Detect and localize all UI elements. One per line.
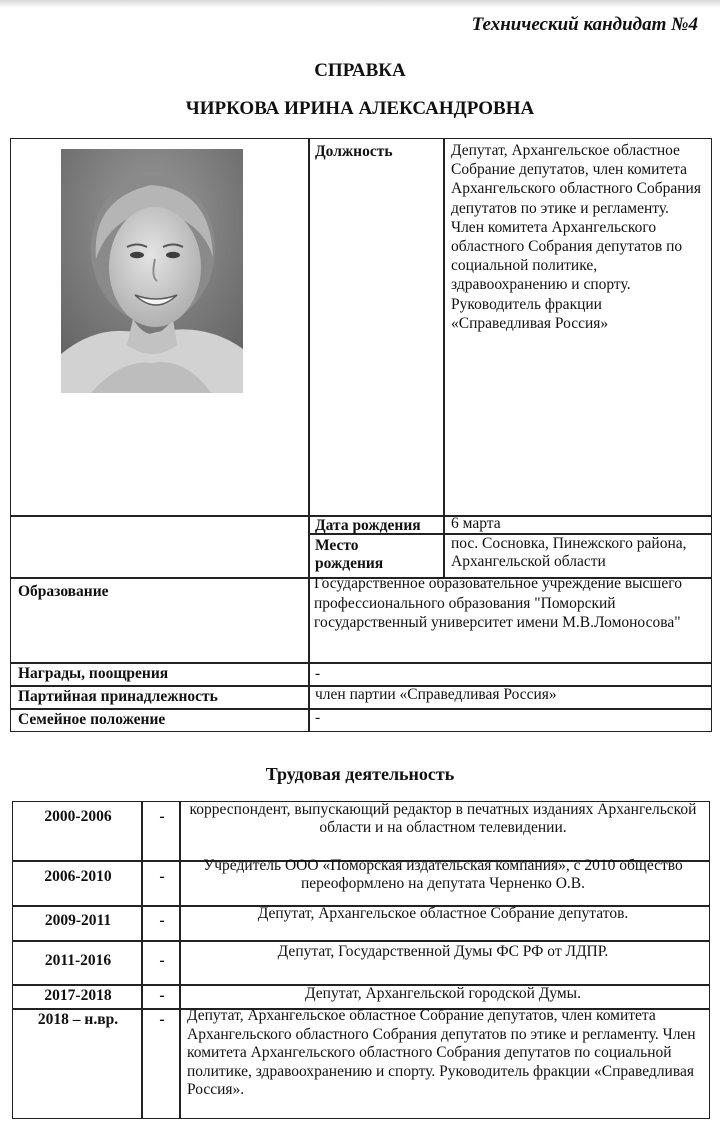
work-description: Депутат, Архангельское областное Собрание депутатов. [257, 905, 629, 922]
work-dash: - [159, 868, 165, 885]
party-value: член партии «Справедливая Россия» [315, 686, 557, 703]
work-dash: - [159, 1011, 165, 1028]
education-value: Государственное образовательное учреждение высшего профессионального образования "Поморский государственный университет имени М.В.Ломоносова" [314, 575, 682, 631]
work-description: Депутат, Архангельской городской Думы. [305, 985, 581, 1002]
work-dash: - [159, 808, 165, 825]
work-description: Учредитель ООО «Поморская издательская компания», с 2010 общество переоформлено на депутата Черненко О.В. [203, 857, 683, 892]
work-year: 2009-2011 [44, 912, 112, 929]
info-table [10, 138, 712, 732]
work-description: корреспондент, выпускающий редактор в печатных изданиях Архангельской области и на областном телевидении. [189, 801, 697, 836]
family-value: - [315, 709, 321, 726]
work-year: 2017-2018 [44, 987, 112, 1004]
work-section-title: Трудовая деятельность [265, 764, 455, 784]
work-dash: - [159, 987, 165, 1004]
candidate-label: Технический кандидат №4 [471, 14, 698, 35]
work-dash: - [159, 912, 165, 929]
scan-edge [0, 0, 720, 8]
birth-date-label: Дата рождения [315, 517, 421, 534]
birth-place-label: Место рождения [315, 537, 384, 572]
awards-value: - [315, 665, 321, 682]
party-label: Партийная принадлежность [18, 688, 218, 705]
work-description: Депутат, Государственной Думы ФС РФ от ЛДПР. [277, 943, 609, 960]
work-dash: - [159, 952, 165, 969]
family-label: Семейное положение [18, 711, 166, 728]
birth-date-value: 6 марта [451, 515, 501, 532]
work-year: 2011-2016 [44, 952, 112, 969]
person-name: ЧИРКОВА ИРИНА АЛЕКСАНДРОВНА [185, 98, 535, 119]
work-description: Депутат, Архангельское областное Собрание депутатов, член комитета Архангельского областного Собрания депутатов по этике и регламенту. Член комитета Архангельского областного Собрания депутатов по социальной политике, здравоохранению и спорту. Руководитель фракции «Справедливая Россия». [187, 1007, 696, 1099]
work-year: 2000-2006 [44, 808, 112, 825]
education-label: Образование [18, 583, 109, 600]
position-value: Депутат, Архангельское областное Собрание депутатов, член комитета Архангельского областного Собрания депутатов по этике и регламенту. Член комитета Архангельского областного Собрания депутатов по социальной политике, здравоохранению и спорту. Руководитель фракции «Справедливая Россия» [451, 142, 701, 332]
work-table [12, 801, 710, 1119]
position-label: Должность [315, 143, 393, 160]
birth-place-value: пос. Сосновка, Пинежского района, Архангельской области [451, 535, 687, 570]
document-title: СПРАВКА [314, 60, 406, 81]
work-year: 2006-2010 [44, 868, 112, 885]
portrait-photo [61, 149, 243, 393]
work-year: 2018 – н.вр. [37, 1011, 119, 1028]
awards-label: Награды, поощрения [18, 665, 169, 682]
